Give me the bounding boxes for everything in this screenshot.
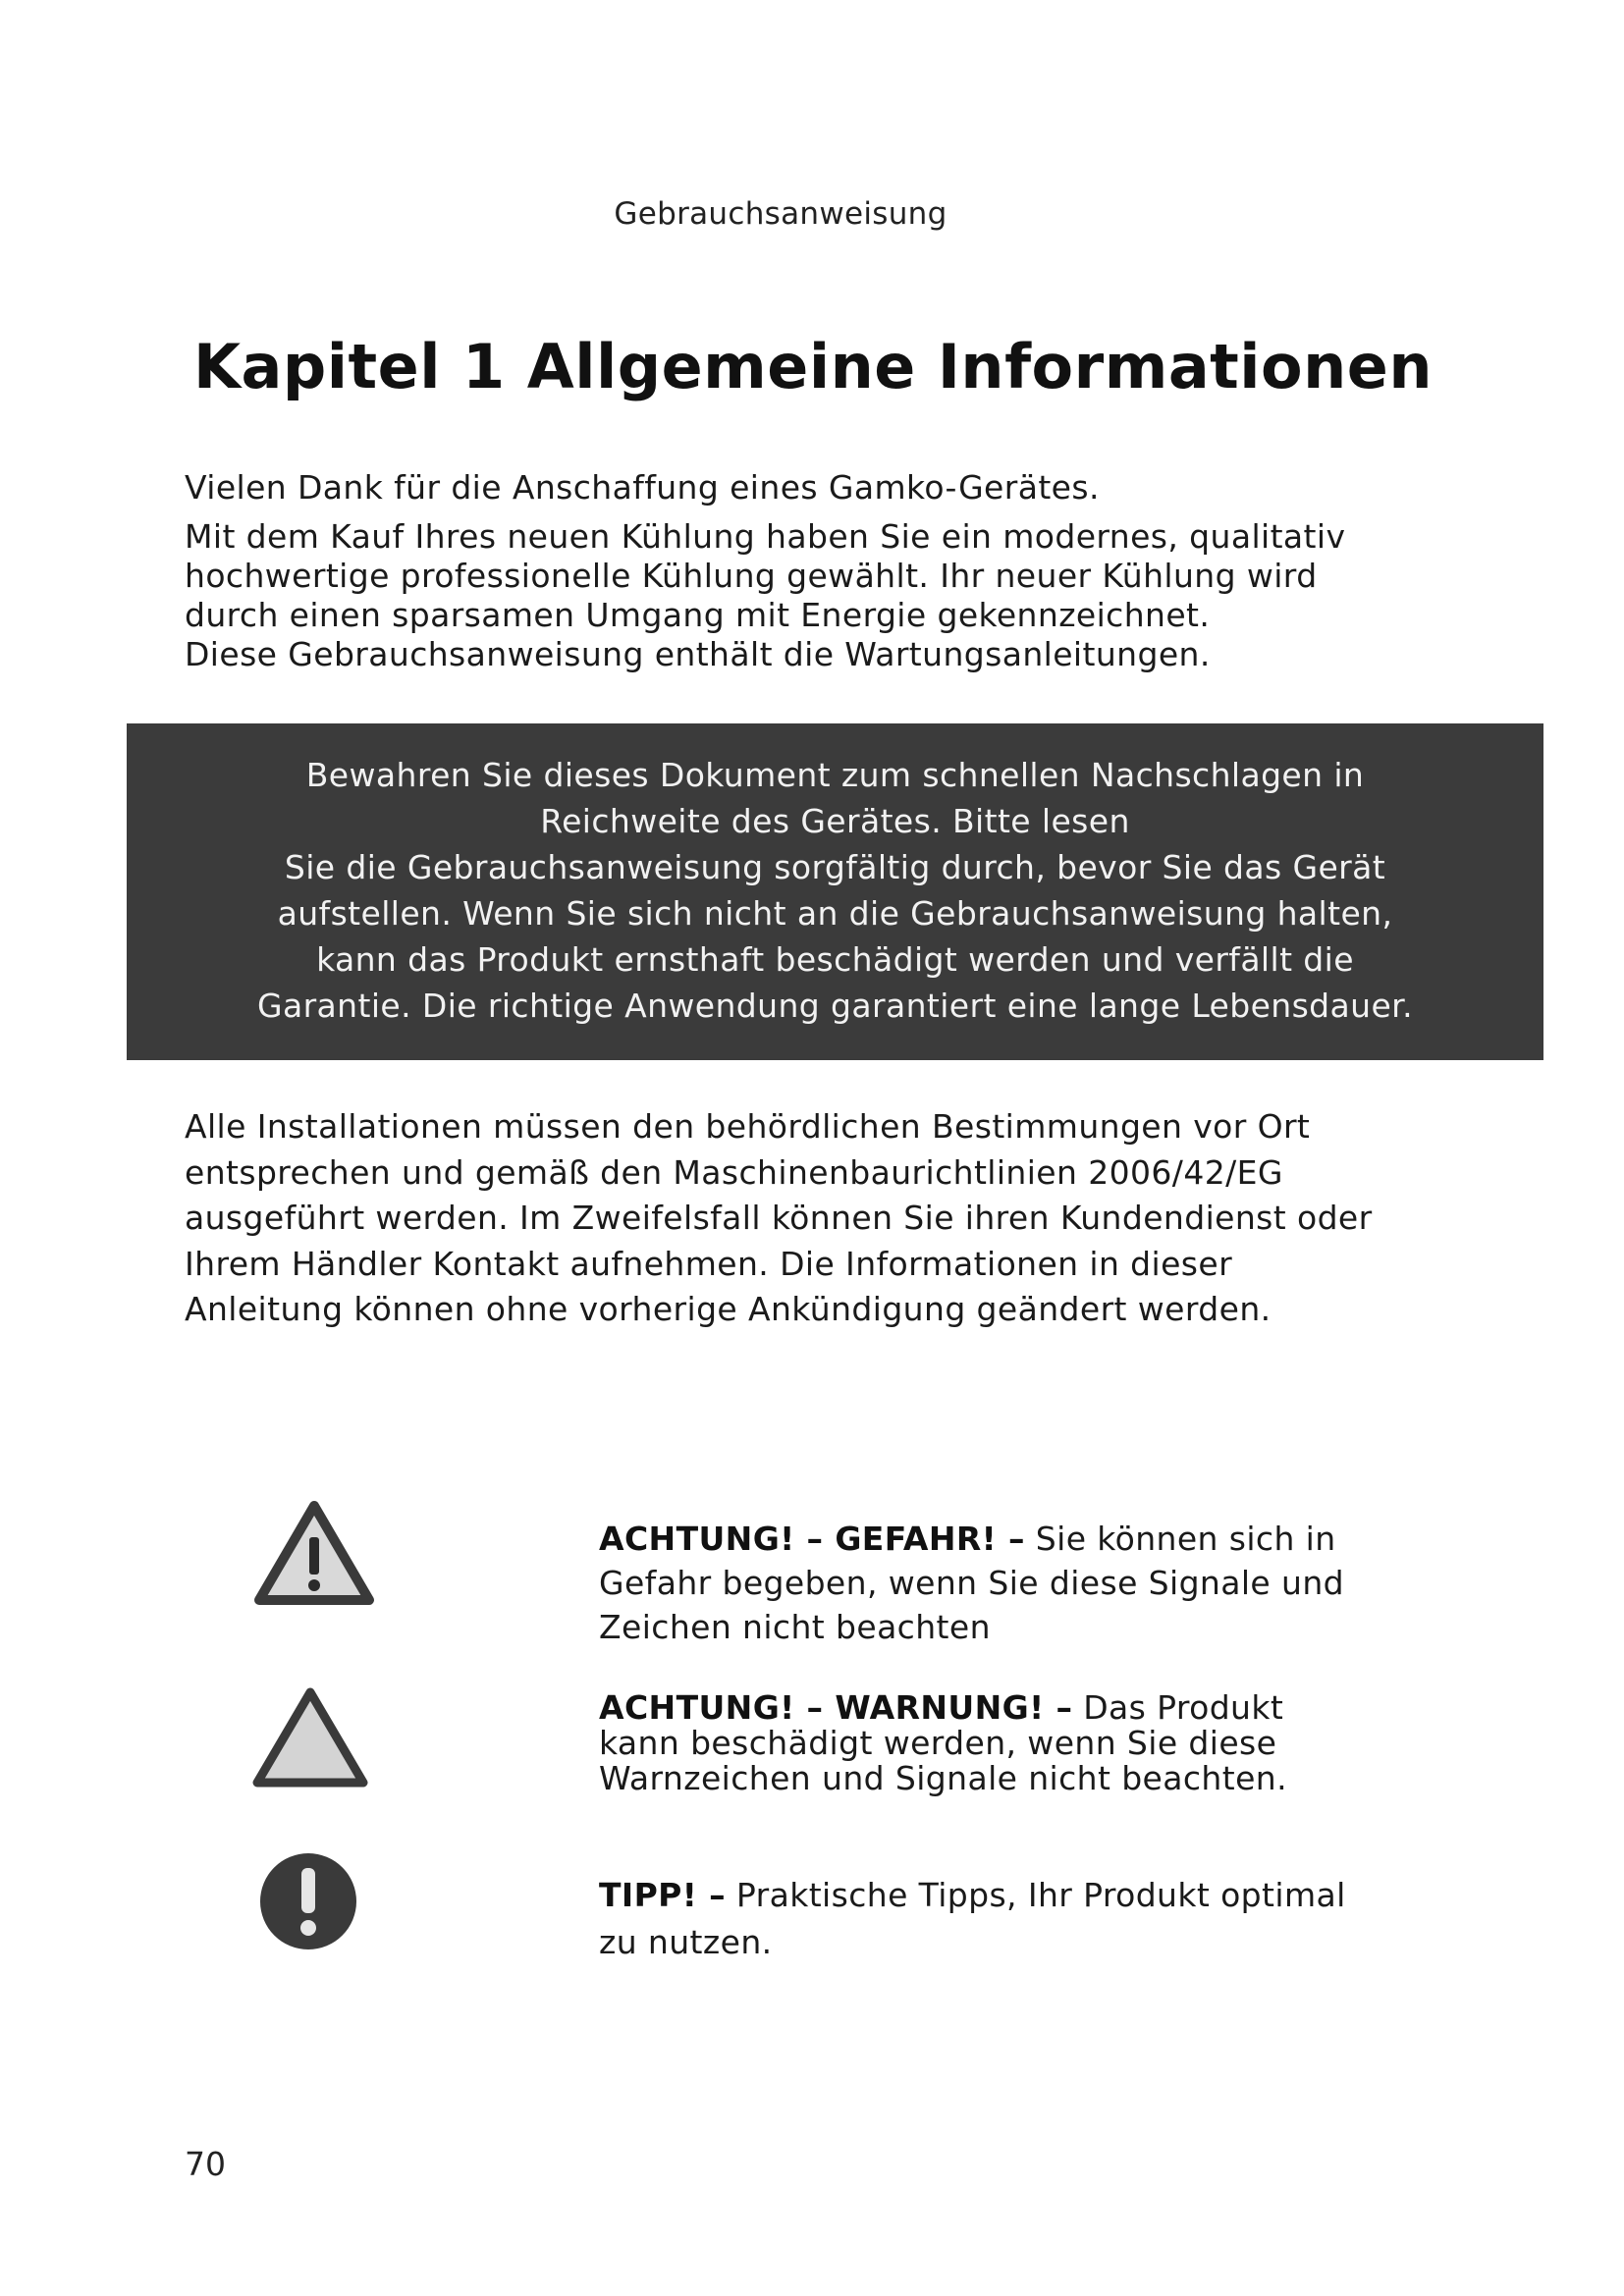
legend-warning-line: Warnzeichen und Signale nicht beachten. [599,1759,1287,1797]
chapter-title: Kapitel 1 Allgemeine Informationen [193,331,1433,402]
notice-line: kann das Produkt ernsthaft beschädigt werden und verfällt die [316,940,1354,979]
notice-line: Bewahren Sie dieses Dokument zum schnellen Nachschlagen in [305,756,1365,794]
installation-line: Anleitung können ohne vorherige Ankündigung geändert werden. [185,1290,1272,1328]
intro-thanks: Vielen Dank für die Anschaffung eines Gamko-Gerätes. [185,468,1100,507]
legend-tip [599,1872,1424,1966]
legend-tip-label: TIPP! – [599,1876,726,1914]
installation-line: Alle Installationen müssen den behördlichen Bestimmungen vor Ort [185,1107,1311,1146]
running-header: Gebrauchsanweisung [614,196,947,232]
installation-line: Ihrem Händler Kontakt aufnehmen. Die Informationen in dieser [185,1244,1233,1283]
intro-line: Mit dem Kauf Ihres neuen Kühlung haben Sie ein modernes, qualitativ [185,517,1346,556]
legend-danger-label: ACHTUNG! – GEFAHR! – [599,1520,1025,1558]
intro-line: Diese Gebrauchsanweisung enthält die Wartungsanleitungen. [185,635,1211,673]
legend-danger [599,1517,1424,1649]
installation-line: entsprechen und gemäß den Maschinenbaurichtlinien 2006/42/EG [185,1152,1283,1192]
legend-danger-line: Gefahr begeben, wenn Sie diese Signale und [599,1564,1344,1602]
page-number: 70 [185,2145,226,2183]
legend-danger-line: Zeichen nicht beachten [599,1608,991,1646]
installation-line: ausgeführt werden. Im Zweifelsfall können Sie ihren Kundendienst oder [185,1199,1373,1237]
intro-line: durch einen sparsamen Umgang mit Energie gekennzeichnet. [185,596,1211,634]
legend-warning-line: kann beschädigt werden, wenn Sie diese [599,1724,1277,1762]
legend-tip-line: zu nutzen. [599,1923,773,1961]
notice-line: Sie die Gebrauchsanweisung sorgfältig durch, bevor Sie das Gerät [284,848,1386,886]
notice-line: Reichweite des Gerätes. Bitte lesen [540,802,1130,840]
intro-paragraph [185,517,1345,674]
warning-triangle-exclamation-icon [253,1500,375,1606]
installation-paragraph [185,1104,1373,1333]
notice-line: aufstellen. Wenn Sie sich nicht an die Gebrauchsanweisung halten, [277,894,1393,933]
warning-triangle-icon [251,1686,369,1789]
legend-tip-text: Praktische Tipps, Ihr Produkt optimal [735,1876,1346,1914]
notice-line: Garantie. Die richtige Anwendung garantiert eine lange Lebensdauer. [257,987,1413,1025]
legend-warning-first-line [599,1690,1424,1726]
legend-danger-text: Sie können sich in [1035,1520,1336,1558]
exclamation-circle-icon [257,1850,359,1952]
legend-danger-first-line [599,1517,1424,1561]
legend-warning-label: ACHTUNG! – WARNUNG! – [599,1688,1073,1727]
intro-line: hochwertige professionelle Kühlung gewählt. Ihr neuer Kühlung wird [185,557,1318,595]
legend-warning [599,1690,1424,1796]
legend-warning-text: Das Produkt [1083,1688,1284,1727]
legend-tip-first-line [599,1872,1424,1919]
notice-box [127,723,1543,1060]
